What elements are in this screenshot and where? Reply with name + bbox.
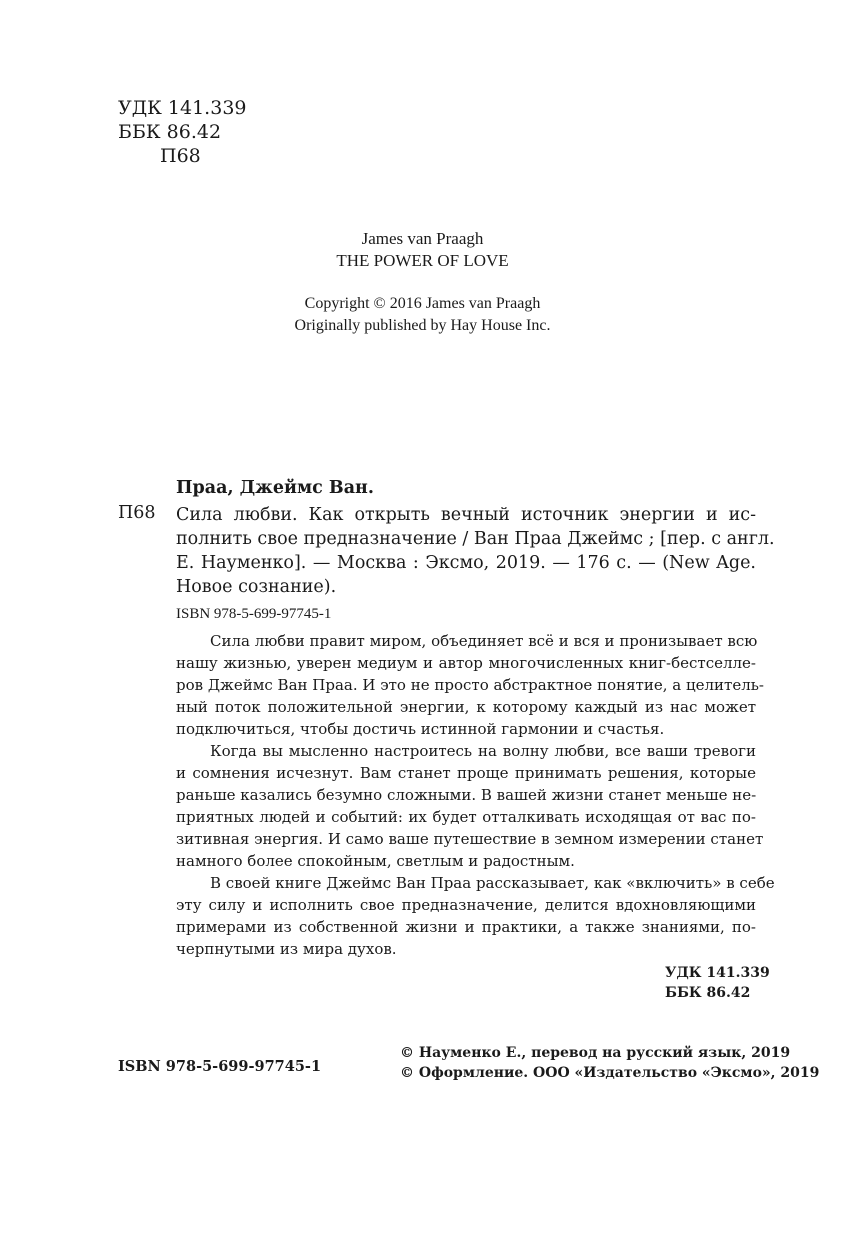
footer-copyrights	[400, 1043, 819, 1083]
annotation-line: Когда вы мысленно настроитесь на волну любви, все ваши тревоги	[210, 742, 756, 760]
record-line: Новое сознание).	[176, 577, 337, 597]
annotation-line: Сила любви правит миром, объединяет всё и вся и пронизывает всю	[210, 632, 758, 650]
annotation-line: приятных людей и событий: их будет отталкивать исходящая от вас по-	[176, 808, 756, 826]
annotation-line: нашу жизнью, уверен медиум и автор многочисленных книг-бестселле-	[176, 654, 756, 672]
classification-codes-bottom	[665, 963, 770, 1003]
annotation-line: примерами из собственной жизни и практики, а также знаниями, по-	[176, 918, 756, 936]
udk-code: УДК 141.339	[118, 97, 247, 119]
record-line: Сила любви. Как открыть вечный источник энергии и ис-	[176, 505, 756, 525]
original-author: James van Praagh	[361, 229, 484, 248]
annotation-line: ный поток положительной энергии, к которому каждый из нас может	[176, 698, 756, 716]
record-line: Е. Науменко]. — Москва : Эксмо, 2019. — 176 с. — (New Age.	[176, 553, 756, 573]
original-title: THE POWER OF LOVE	[336, 251, 509, 270]
annotation-line: зитивная энергия. И само ваше путешествие в земном измерении станет	[176, 830, 764, 848]
footer-isbn: ISBN 978-5-699-97745-1	[118, 1058, 322, 1075]
bbk-code: ББК 86.42	[118, 121, 222, 143]
original-title-block	[0, 228, 845, 272]
copyright-design: © Оформление. ООО «Издательство «Эксмо», 2019	[400, 1065, 820, 1081]
original-publisher: Originally published by Hay House Inc.	[294, 317, 551, 334]
record-isbn: ISBN 978-5-699-97745-1	[176, 606, 332, 622]
record-description	[176, 503, 775, 599]
annotation-line: подключиться, чтобы достичь истинной гармонии и счастья.	[176, 720, 665, 738]
annotation-line: и сомнения исчезнут. Вам станет проще принимать решения, которые	[176, 764, 756, 782]
annotation-line: ров Джеймс Ван Праа. И это не просто абстрактное понятие, а целитель-	[176, 676, 764, 694]
record-code: П68	[118, 503, 156, 523]
copyright-translation: © Науменко Е., перевод на русский язык, 2019	[400, 1045, 791, 1061]
annotation	[176, 630, 775, 960]
original-copyright-block	[0, 293, 845, 337]
annotation-line: черпнутыми из мира духов.	[176, 940, 397, 958]
annotation-line: раньше казались безумно сложными. В вашей жизни станет меньше не-	[176, 786, 757, 804]
original-copyright: Copyright © 2016 James van Praagh	[304, 295, 541, 312]
annotation-line: намного более спокойным, светлым и радостным.	[176, 852, 575, 870]
annotation-line: эту силу и исполнить свое предназначение, делится вдохновляющими	[176, 896, 756, 914]
bbk-code-bottom: ББК 86.42	[665, 985, 751, 1001]
annotation-line: В своей книге Джеймс Ван Праа рассказывает, как «включить» в себе	[210, 874, 775, 892]
record-author-heading: Праа, Джеймс Ван.	[176, 478, 374, 498]
record-line: полнить свое предназначение / Ван Праа Джеймс ; [пер. с англ.	[176, 529, 775, 549]
classification-codes	[118, 96, 247, 168]
author-sign: П68	[160, 145, 201, 167]
udk-code-bottom: УДК 141.339	[665, 965, 770, 981]
